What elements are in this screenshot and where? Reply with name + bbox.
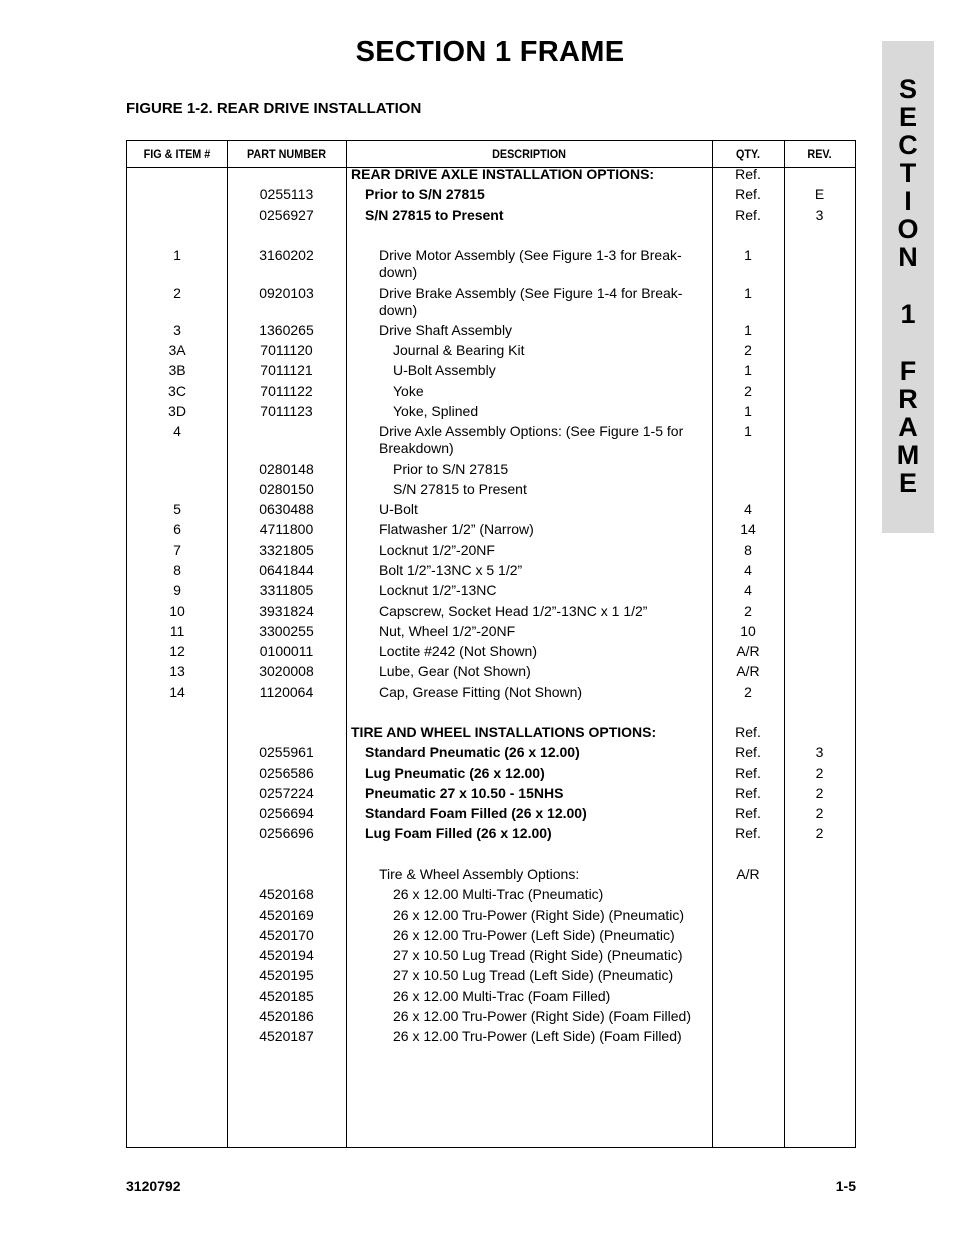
part-number-cell: 0255113 bbox=[259, 186, 314, 202]
description-cell: S/N 27815 to Present bbox=[365, 207, 504, 223]
document-number: 3120792 bbox=[126, 1178, 181, 1194]
quantity-cell: 1 bbox=[744, 403, 752, 419]
quantity-cell: Ref. bbox=[735, 207, 761, 223]
side-tab-letter: R bbox=[898, 384, 918, 414]
description-cell: Pneumatic 27 x 10.50 - 15NHS bbox=[365, 785, 564, 801]
quantity-cell: 14 bbox=[740, 521, 756, 537]
description-cell: Locknut 1/2”-13NC bbox=[379, 582, 497, 598]
description-cell: Capscrew, Socket Head 1/2”-13NC x 1 1/2” bbox=[379, 603, 648, 619]
quantity-cell: 1 bbox=[744, 247, 752, 263]
description-cell: Cap, Grease Fitting (Not Shown) bbox=[379, 684, 583, 700]
part-number-cell: 3160202 bbox=[259, 247, 314, 263]
description-cell: 26 x 12.00 Multi-Trac (Foam Filled) bbox=[393, 988, 611, 1004]
part-number-cell: 0256586 bbox=[259, 765, 314, 781]
quantity-cell: 1 bbox=[744, 362, 752, 378]
quantity-cell: Ref. bbox=[735, 765, 761, 781]
header-qty: QTY. bbox=[735, 147, 760, 161]
description-cell: 26 x 12.00 Tru-Power (Right Side) (Foam Filled) bbox=[393, 1008, 691, 1024]
quantity-cell: 8 bbox=[744, 542, 752, 558]
column-divider bbox=[346, 141, 347, 1147]
page-title: SECTION 1 FRAME bbox=[355, 36, 625, 68]
quantity-cell: Ref. bbox=[735, 805, 761, 821]
part-number-cell: 3321805 bbox=[259, 542, 314, 558]
side-tab-letter: N bbox=[898, 242, 918, 272]
side-tab-letter: M bbox=[896, 440, 920, 470]
item-number-cell: 14 bbox=[169, 684, 185, 700]
item-number-cell: 10 bbox=[169, 603, 185, 619]
item-number-cell: 8 bbox=[173, 562, 181, 578]
description-cell: 26 x 12.00 Tru-Power (Left Side) (Foam Filled) bbox=[393, 1028, 682, 1044]
side-tab-letter: I bbox=[904, 186, 912, 216]
quantity-cell: 1 bbox=[744, 423, 752, 439]
part-number-cell: 7011121 bbox=[260, 362, 313, 378]
description-cell: Drive Axle Assembly Options: (See Figure 1-5 for Breakdown) bbox=[379, 423, 684, 456]
side-tab-letter: T bbox=[899, 158, 917, 188]
figure-title: FIGURE 1-2. REAR DRIVE INSTALLATION bbox=[126, 100, 422, 117]
header-part-number: PART NUMBER bbox=[246, 147, 327, 161]
part-number-cell: 3931824 bbox=[259, 603, 314, 619]
quantity-cell: 2 bbox=[744, 603, 752, 619]
part-number-cell: 0630488 bbox=[259, 501, 314, 517]
description-cell: Tire & Wheel Assembly Options: bbox=[379, 866, 580, 882]
page-number: 1-5 bbox=[835, 1178, 856, 1194]
side-tab-letter: F bbox=[899, 356, 917, 386]
item-number-cell: 3C bbox=[168, 383, 186, 399]
part-number-cell: 1360265 bbox=[259, 322, 314, 338]
description-cell: TIRE AND WHEEL INSTALLATIONS OPTIONS: bbox=[351, 724, 657, 740]
quantity-cell: Ref. bbox=[735, 825, 761, 841]
description-cell: Standard Pneumatic (26 x 12.00) bbox=[365, 744, 580, 760]
description-cell: 27 x 10.50 Lug Tread (Right Side) (Pneumatic) bbox=[393, 947, 683, 963]
revision-cell: 3 bbox=[815, 207, 824, 223]
side-tab-letter: C bbox=[898, 130, 918, 160]
description-cell: S/N 27815 to Present bbox=[393, 481, 527, 497]
side-tab-letter: E bbox=[898, 468, 917, 498]
parts-table bbox=[126, 140, 856, 1148]
revision-cell: 2 bbox=[815, 805, 824, 821]
header-description: DESCRIPTION bbox=[492, 147, 566, 161]
item-number-cell: 2 bbox=[173, 285, 181, 301]
part-number-cell: 3300255 bbox=[259, 623, 314, 639]
description-cell: 26 x 12.00 Multi-Trac (Pneumatic) bbox=[393, 886, 604, 902]
quantity-cell: A/R bbox=[736, 643, 760, 659]
description-cell: 26 x 12.00 Tru-Power (Right Side) (Pneumatic) bbox=[393, 907, 685, 923]
item-number-cell: 6 bbox=[173, 521, 181, 537]
part-number-cell: 7011122 bbox=[260, 383, 313, 399]
item-number-cell: 12 bbox=[169, 643, 185, 659]
description-cell: Journal & Bearing Kit bbox=[393, 342, 525, 358]
description-cell: Drive Brake Assembly (See Figure 1-4 for Break-down) bbox=[379, 285, 683, 318]
quantity-cell: 2 bbox=[744, 684, 752, 700]
item-number-cell: 3 bbox=[173, 322, 181, 338]
description-cell: Flatwasher 1/2” (Narrow) bbox=[379, 521, 534, 537]
part-number-cell: 4520185 bbox=[259, 988, 314, 1004]
item-number-cell: 1 bbox=[173, 247, 181, 263]
description-cell: 26 x 12.00 Tru-Power (Left Side) (Pneumatic) bbox=[393, 927, 675, 943]
side-tab-letter: E bbox=[898, 102, 917, 132]
quantity-cell: Ref. bbox=[735, 166, 761, 182]
quantity-cell: 4 bbox=[744, 582, 752, 598]
part-number-cell: 3311805 bbox=[259, 582, 314, 598]
part-number-cell: 4520170 bbox=[259, 927, 314, 943]
description-cell: Prior to S/N 27815 bbox=[365, 186, 485, 202]
item-number-cell: 11 bbox=[169, 623, 185, 639]
part-number-cell: 0256694 bbox=[259, 805, 314, 821]
header-rev: REV. bbox=[807, 147, 832, 161]
quantity-cell: Ref. bbox=[735, 744, 761, 760]
quantity-cell: 10 bbox=[740, 623, 756, 639]
description-cell: 27 x 10.50 Lug Tread (Left Side) (Pneumatic) bbox=[393, 967, 674, 983]
item-number-cell: 9 bbox=[173, 582, 181, 598]
quantity-cell: 1 bbox=[744, 285, 752, 301]
revision-cell: E bbox=[814, 186, 825, 202]
description-cell: Lug Pneumatic (26 x 12.00) bbox=[365, 765, 545, 781]
part-number-cell: 4520186 bbox=[259, 1008, 314, 1024]
description-cell: Drive Motor Assembly (See Figure 1-3 for Break-down) bbox=[379, 247, 682, 280]
part-number-cell: 0920103 bbox=[259, 285, 314, 301]
side-tab-letter: O bbox=[897, 214, 919, 244]
part-number-cell: 0255961 bbox=[259, 744, 314, 760]
part-number-cell: 0100011 bbox=[259, 643, 314, 659]
quantity-cell: Ref. bbox=[735, 186, 761, 202]
description-cell: Standard Foam Filled (26 x 12.00) bbox=[365, 805, 587, 821]
part-number-cell: 0256696 bbox=[259, 825, 314, 841]
description-cell: Locknut 1/2”-20NF bbox=[379, 542, 495, 558]
item-number-cell: 13 bbox=[169, 663, 185, 679]
header-item: FIG & ITEM # bbox=[143, 147, 211, 161]
revision-cell: 2 bbox=[815, 765, 824, 781]
quantity-cell: 2 bbox=[744, 383, 752, 399]
part-number-cell: 0641844 bbox=[259, 562, 314, 578]
quantity-cell: Ref. bbox=[735, 724, 761, 740]
part-number-cell: 7011123 bbox=[260, 403, 313, 419]
quantity-cell: A/R bbox=[736, 866, 760, 882]
part-number-cell: 4711800 bbox=[259, 521, 314, 537]
revision-cell: 3 bbox=[815, 744, 824, 760]
item-number-cell: 5 bbox=[173, 501, 181, 517]
section-side-tab bbox=[882, 41, 934, 533]
quantity-cell: 1 bbox=[744, 322, 752, 338]
part-number-cell: 4520169 bbox=[259, 907, 314, 923]
item-number-cell: 3B bbox=[168, 362, 186, 378]
item-number-cell: 7 bbox=[173, 542, 181, 558]
column-divider bbox=[784, 141, 785, 1147]
description-cell: Yoke, Splined bbox=[393, 403, 479, 419]
part-number-cell: 7011120 bbox=[260, 342, 313, 358]
side-tab-letter: 1 bbox=[900, 299, 916, 329]
description-cell: Loctite #242 (Not Shown) bbox=[379, 643, 537, 659]
item-number-cell: 4 bbox=[173, 423, 181, 439]
quantity-cell: 4 bbox=[744, 501, 752, 517]
side-tab-letter: S bbox=[898, 74, 917, 104]
quantity-cell: 2 bbox=[744, 342, 752, 358]
item-number-cell: 3A bbox=[168, 342, 186, 358]
description-cell: Lube, Gear (Not Shown) bbox=[379, 663, 531, 679]
part-number-cell: 4520194 bbox=[259, 947, 314, 963]
description-cell: Prior to S/N 27815 bbox=[393, 461, 509, 477]
part-number-cell: 0256927 bbox=[259, 207, 314, 223]
description-cell: Nut, Wheel 1/2”-20NF bbox=[379, 623, 516, 639]
side-tab-letter: A bbox=[898, 412, 918, 442]
quantity-cell: Ref. bbox=[735, 785, 761, 801]
item-number-cell: 3D bbox=[168, 403, 186, 419]
description-cell: Lug Foam Filled (26 x 12.00) bbox=[365, 825, 552, 841]
part-number-cell: 4520195 bbox=[259, 967, 314, 983]
part-number-cell: 3020008 bbox=[259, 663, 314, 679]
revision-cell: 2 bbox=[815, 825, 824, 841]
part-number-cell: 4520187 bbox=[259, 1028, 314, 1044]
revision-cell: 2 bbox=[815, 785, 824, 801]
description-cell: U-Bolt bbox=[379, 501, 418, 517]
part-number-cell: 0257224 bbox=[259, 785, 314, 801]
description-cell: Yoke bbox=[393, 383, 424, 399]
part-number-cell: 0280148 bbox=[259, 461, 314, 477]
part-number-cell: 1120064 bbox=[259, 684, 314, 700]
description-cell: Drive Shaft Assembly bbox=[379, 322, 513, 338]
part-number-cell: 0280150 bbox=[259, 481, 314, 497]
description-cell: REAR DRIVE AXLE INSTALLATION OPTIONS: bbox=[351, 166, 655, 182]
part-number-cell: 4520168 bbox=[259, 886, 314, 902]
quantity-cell: 4 bbox=[744, 562, 752, 578]
description-cell: U-Bolt Assembly bbox=[393, 362, 496, 378]
description-cell: Bolt 1/2”-13NC x 5 1/2” bbox=[379, 562, 523, 578]
quantity-cell: A/R bbox=[736, 663, 760, 679]
